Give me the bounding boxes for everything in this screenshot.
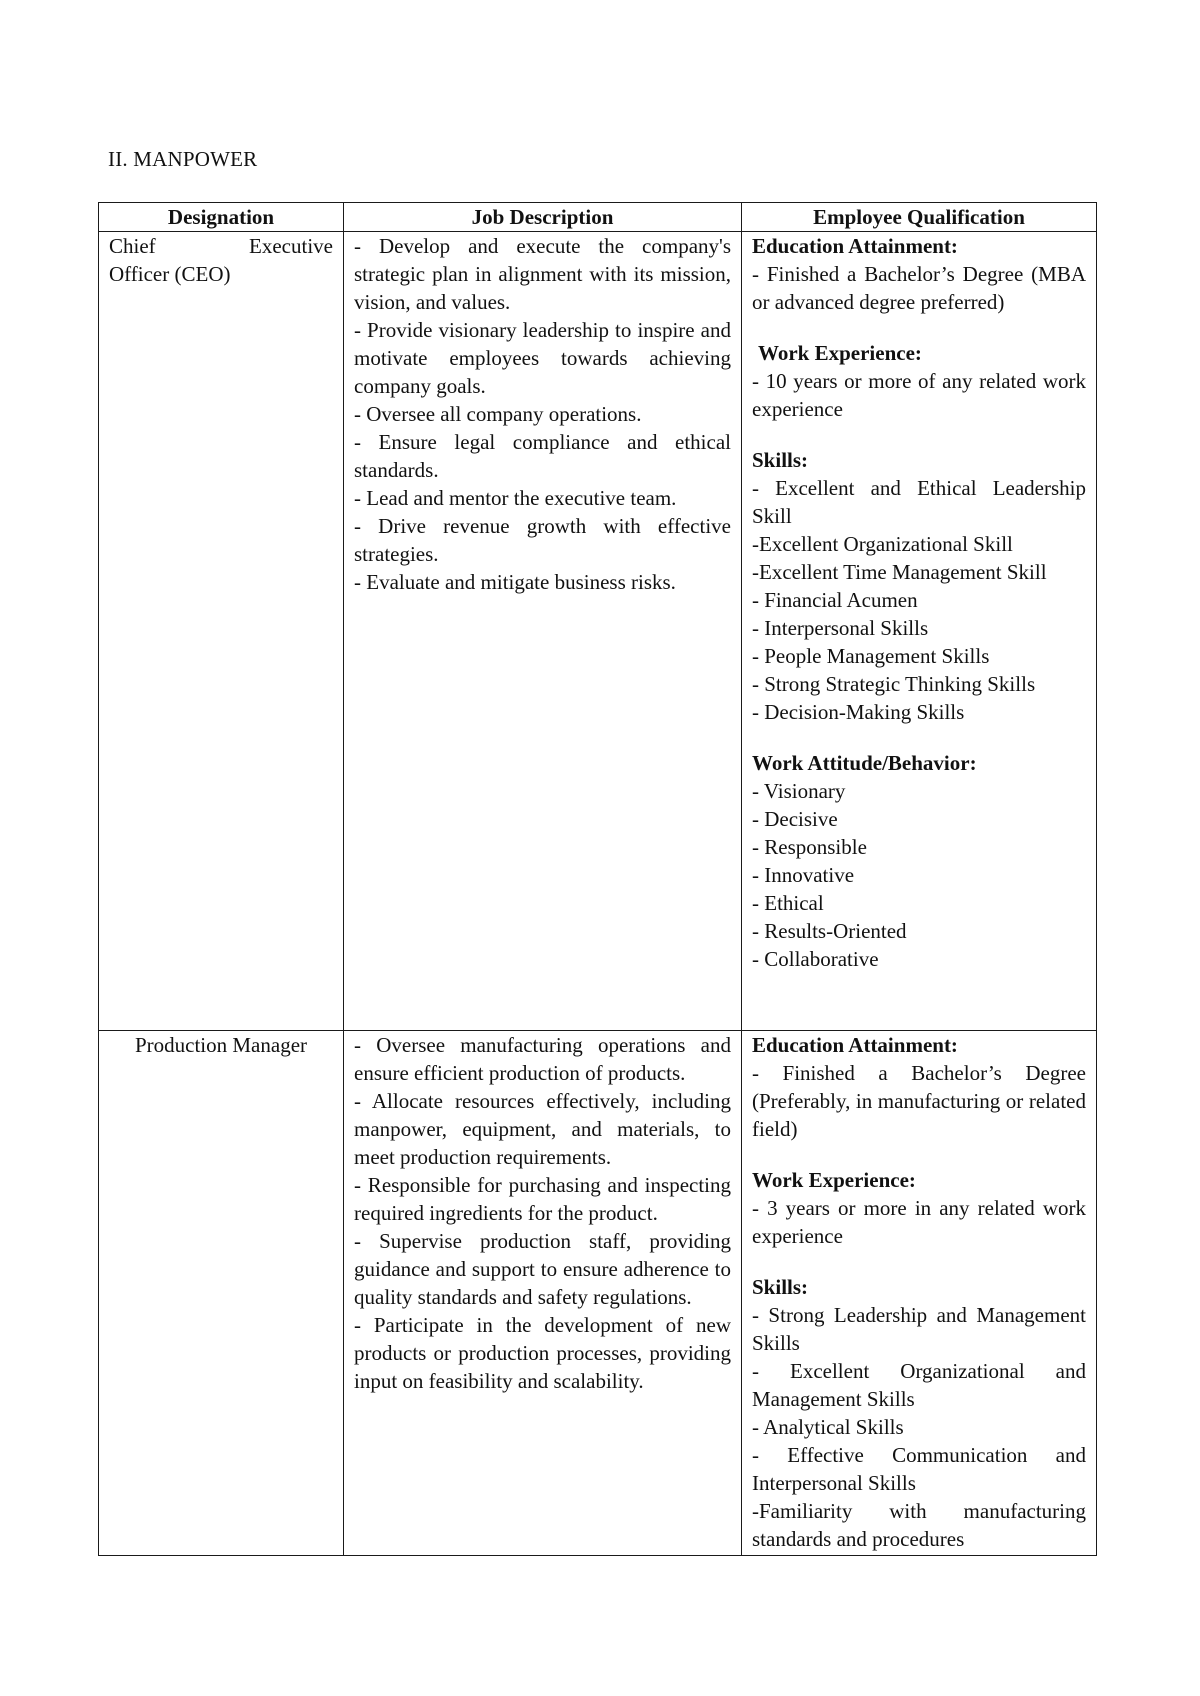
attitude-heading: Work Attitude/Behavior: xyxy=(752,751,977,775)
skill-item: - Decision-Making Skills xyxy=(752,700,965,724)
section-title: II. MANPOWER xyxy=(108,147,258,171)
skills-heading: Skills: xyxy=(752,448,809,472)
job-description-item: - Develop and execute the company's strategic plan in alignment with its mission, vision, and values. xyxy=(354,234,731,314)
skill-item: - Excellent and Ethical Leadership Skill xyxy=(752,476,1086,528)
job-description-item: - Participate in the development of new products or production processes, providing input on feasibility and scalability. xyxy=(354,1313,731,1393)
experience-item: - 3 years or more in any related work experience xyxy=(752,1196,1086,1248)
designation-line: Chief Executive xyxy=(109,234,333,258)
skill-item: - Strong Leadership and Management Skills xyxy=(752,1303,1086,1355)
education-heading: Education Attainment: xyxy=(752,234,958,258)
skill-item: - Strong Strategic Thinking Skills xyxy=(752,672,1036,696)
skill-item: - Analytical Skills xyxy=(752,1415,904,1439)
skill-item: - Excellent Organizational and Management Skills xyxy=(752,1359,1086,1411)
skill-item: -Excellent Organizational Skill xyxy=(752,532,1013,556)
experience-item: - 10 years or more of any related work experience xyxy=(752,369,1086,421)
designation-line: Production Manager xyxy=(134,1033,308,1057)
job-description-item: - Ensure legal compliance and ethical standards. xyxy=(354,430,731,482)
education-item: - Finished a Bachelor’s Degree (MBA or advanced degree preferred) xyxy=(752,262,1086,314)
job-description-item: - Provide visionary leadership to inspire and motivate employees towards achieving company goals. xyxy=(354,318,731,398)
attitude-item: - Ethical xyxy=(752,891,824,915)
education-heading: Education Attainment: xyxy=(752,1033,958,1057)
job-description-item: - Lead and mentor the executive team. xyxy=(354,486,677,510)
skill-item: - Interpersonal Skills xyxy=(752,616,929,640)
job-description-item: - Oversee manufacturing operations and ensure efficient production of products. xyxy=(354,1033,731,1085)
job-description-item: - Drive revenue growth with effective strategies. xyxy=(354,514,731,566)
attitude-item: - Visionary xyxy=(752,779,846,803)
qualification-cell xyxy=(742,1031,1097,1556)
job-description-item: - Responsible for purchasing and inspecting required ingredients for the product. xyxy=(354,1173,731,1225)
skills-heading: Skills: xyxy=(752,1275,809,1299)
table-header-row xyxy=(99,203,1097,232)
skill-item: - Financial Acumen xyxy=(752,588,918,612)
skill-item: -Familiarity with manufacturing standards and procedures xyxy=(752,1499,1086,1551)
qualification-cell xyxy=(742,232,1097,1031)
experience-heading: Work Experience: xyxy=(758,341,922,365)
job-description-cell xyxy=(344,232,742,1031)
header-job-description: Job Description xyxy=(344,203,742,232)
job-description-item: - Oversee all company operations. xyxy=(354,402,642,426)
education-item: - Finished a Bachelor’s Degree (Preferably, in manufacturing or related field) xyxy=(752,1061,1086,1141)
designation-line: Officer (CEO) xyxy=(109,262,231,286)
attitude-item: - Responsible xyxy=(752,835,867,859)
designation-cell xyxy=(99,232,344,1031)
attitude-item: - Results-Oriented xyxy=(752,919,907,943)
attitude-item: - Innovative xyxy=(752,863,855,887)
skill-item: -Excellent Time Management Skill xyxy=(752,560,1047,584)
header-designation: Designation xyxy=(99,203,344,232)
skill-item: - Effective Communication and Interpersonal Skills xyxy=(752,1443,1086,1495)
table-row-ceo xyxy=(99,232,1097,1031)
manpower-table xyxy=(98,202,1097,1556)
job-description-item: - Allocate resources effectively, including manpower, equipment, and materials, to meet production requirements. xyxy=(354,1089,731,1169)
attitude-item: - Collaborative xyxy=(752,947,879,971)
header-employee-qualification: Employee Qualification xyxy=(742,203,1097,232)
experience-heading: Work Experience: xyxy=(752,1168,916,1192)
attitude-item: - Decisive xyxy=(752,807,838,831)
designation-cell xyxy=(99,1031,344,1556)
table-row-production-manager xyxy=(99,1031,1097,1556)
job-description-item: - Supervise production staff, providing guidance and support to ensure adherence to quality standards and safety regulations. xyxy=(354,1229,731,1309)
skill-item: - People Management Skills xyxy=(752,644,990,668)
job-description-item: - Evaluate and mitigate business risks. xyxy=(354,570,676,594)
job-description-cell xyxy=(344,1031,742,1556)
